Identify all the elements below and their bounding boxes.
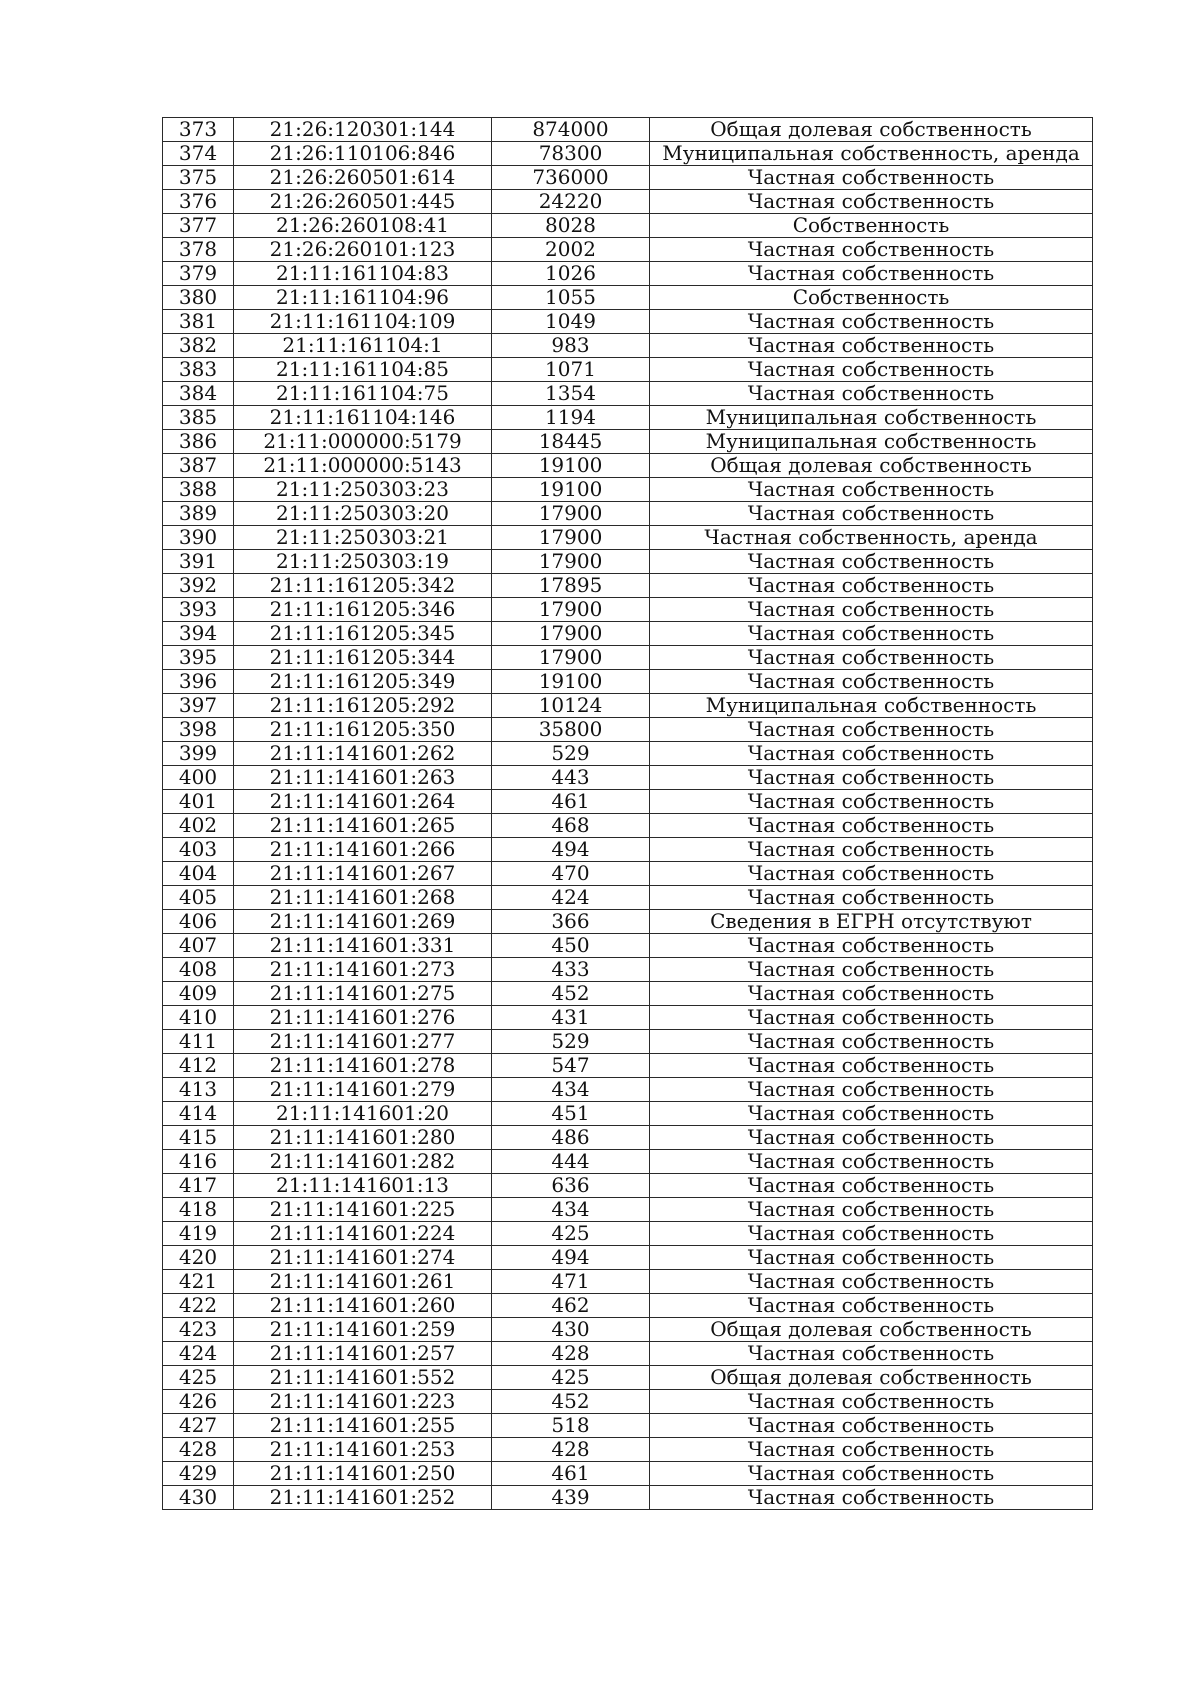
row-number-cell: 398 xyxy=(163,718,234,742)
table-row xyxy=(163,1318,1093,1342)
ownership-type-cell: Частная собственность xyxy=(650,1174,1093,1198)
row-number-cell: 391 xyxy=(163,550,234,574)
area-cell: 439 xyxy=(492,1486,650,1510)
table-row xyxy=(163,1462,1093,1486)
cadastral-number-cell: 21:11:161205:342 xyxy=(234,574,492,598)
ownership-type-cell: Частная собственность xyxy=(650,646,1093,670)
ownership-type-cell: Частная собственность xyxy=(650,622,1093,646)
ownership-type-cell: Частная собственность xyxy=(650,358,1093,382)
land-plots-table-body xyxy=(163,118,1093,1510)
ownership-type-cell: Частная собственность xyxy=(650,862,1093,886)
cadastral-number-cell: 21:11:141601:268 xyxy=(234,886,492,910)
cadastral-number-cell: 21:11:161205:292 xyxy=(234,694,492,718)
cadastral-number-cell: 21:11:161104:85 xyxy=(234,358,492,382)
ownership-type-cell: Частная собственность xyxy=(650,1486,1093,1510)
table-row xyxy=(163,142,1093,166)
area-cell: 450 xyxy=(492,934,650,958)
cadastral-number-cell: 21:11:250303:21 xyxy=(234,526,492,550)
table-row xyxy=(163,1078,1093,1102)
table-row xyxy=(163,790,1093,814)
area-cell: 529 xyxy=(492,742,650,766)
ownership-type-cell: Частная собственность xyxy=(650,1438,1093,1462)
area-cell: 78300 xyxy=(492,142,650,166)
row-number-cell: 423 xyxy=(163,1318,234,1342)
ownership-type-cell: Частная собственность xyxy=(650,1270,1093,1294)
table-row xyxy=(163,1198,1093,1222)
table-row xyxy=(163,310,1093,334)
cadastral-number-cell: 21:11:161205:345 xyxy=(234,622,492,646)
table-row xyxy=(163,598,1093,622)
area-cell: 529 xyxy=(492,1030,650,1054)
table-row xyxy=(163,262,1093,286)
area-cell: 874000 xyxy=(492,118,650,142)
row-number-cell: 395 xyxy=(163,646,234,670)
ownership-type-cell: Собственность xyxy=(650,214,1093,238)
area-cell: 19100 xyxy=(492,478,650,502)
ownership-type-cell: Частная собственность xyxy=(650,574,1093,598)
area-cell: 452 xyxy=(492,1390,650,1414)
land-plots-table xyxy=(162,117,1093,1510)
row-number-cell: 430 xyxy=(163,1486,234,1510)
area-cell: 425 xyxy=(492,1222,650,1246)
table-row xyxy=(163,334,1093,358)
table-row xyxy=(163,766,1093,790)
area-cell: 494 xyxy=(492,838,650,862)
row-number-cell: 408 xyxy=(163,958,234,982)
row-number-cell: 429 xyxy=(163,1462,234,1486)
ownership-type-cell: Частная собственность xyxy=(650,1390,1093,1414)
ownership-type-cell: Частная собственность xyxy=(650,1150,1093,1174)
area-cell: 428 xyxy=(492,1342,650,1366)
cadastral-number-cell: 21:11:161104:96 xyxy=(234,286,492,310)
table-row xyxy=(163,1174,1093,1198)
cadastral-number-cell: 21:11:141601:265 xyxy=(234,814,492,838)
area-cell: 2002 xyxy=(492,238,650,262)
table-row xyxy=(163,1270,1093,1294)
cadastral-number-cell: 21:11:250303:19 xyxy=(234,550,492,574)
ownership-type-cell: Частная собственность xyxy=(650,1222,1093,1246)
table-row xyxy=(163,622,1093,646)
area-cell: 428 xyxy=(492,1438,650,1462)
cadastral-number-cell: 21:11:141601:331 xyxy=(234,934,492,958)
ownership-type-cell: Муниципальная собственность xyxy=(650,430,1093,454)
cadastral-number-cell: 21:11:141601:276 xyxy=(234,1006,492,1030)
cadastral-number-cell: 21:26:110106:846 xyxy=(234,142,492,166)
table-row xyxy=(163,574,1093,598)
ownership-type-cell: Частная собственность xyxy=(650,766,1093,790)
ownership-type-cell: Частная собственность xyxy=(650,790,1093,814)
row-number-cell: 385 xyxy=(163,406,234,430)
ownership-type-cell: Частная собственность xyxy=(650,1102,1093,1126)
row-number-cell: 406 xyxy=(163,910,234,934)
area-cell: 471 xyxy=(492,1270,650,1294)
row-number-cell: 378 xyxy=(163,238,234,262)
cadastral-number-cell: 21:11:141601:269 xyxy=(234,910,492,934)
ownership-type-cell: Частная собственность xyxy=(650,1414,1093,1438)
table-row xyxy=(163,1246,1093,1270)
ownership-type-cell: Общая долевая собственность xyxy=(650,1366,1093,1390)
cadastral-number-cell: 21:11:141601:266 xyxy=(234,838,492,862)
table-row xyxy=(163,1366,1093,1390)
row-number-cell: 386 xyxy=(163,430,234,454)
area-cell: 17900 xyxy=(492,502,650,526)
ownership-type-cell: Собственность xyxy=(650,286,1093,310)
ownership-type-cell: Частная собственность xyxy=(650,334,1093,358)
ownership-type-cell: Муниципальная собственность, аренда xyxy=(650,142,1093,166)
table-row xyxy=(163,1414,1093,1438)
cadastral-number-cell: 21:11:141601:223 xyxy=(234,1390,492,1414)
row-number-cell: 393 xyxy=(163,598,234,622)
cadastral-number-cell: 21:11:141601:261 xyxy=(234,1270,492,1294)
cadastral-number-cell: 21:11:141601:274 xyxy=(234,1246,492,1270)
area-cell: 1194 xyxy=(492,406,650,430)
cadastral-number-cell: 21:11:161104:75 xyxy=(234,382,492,406)
cadastral-number-cell: 21:11:161205:346 xyxy=(234,598,492,622)
row-number-cell: 428 xyxy=(163,1438,234,1462)
row-number-cell: 399 xyxy=(163,742,234,766)
cadastral-number-cell: 21:11:141601:275 xyxy=(234,982,492,1006)
area-cell: 17900 xyxy=(492,550,650,574)
area-cell: 736000 xyxy=(492,166,650,190)
area-cell: 431 xyxy=(492,1006,650,1030)
table-row xyxy=(163,1102,1093,1126)
ownership-type-cell: Частная собственность xyxy=(650,478,1093,502)
row-number-cell: 376 xyxy=(163,190,234,214)
cadastral-number-cell: 21:11:161104:109 xyxy=(234,310,492,334)
area-cell: 451 xyxy=(492,1102,650,1126)
cadastral-number-cell: 21:11:141601:257 xyxy=(234,1342,492,1366)
ownership-type-cell: Частная собственность xyxy=(650,886,1093,910)
area-cell: 24220 xyxy=(492,190,650,214)
area-cell: 8028 xyxy=(492,214,650,238)
cadastral-number-cell: 21:11:161205:350 xyxy=(234,718,492,742)
area-cell: 468 xyxy=(492,814,650,838)
table-row xyxy=(163,526,1093,550)
area-cell: 1055 xyxy=(492,286,650,310)
row-number-cell: 403 xyxy=(163,838,234,862)
ownership-type-cell: Частная собственность xyxy=(650,670,1093,694)
area-cell: 19100 xyxy=(492,670,650,694)
ownership-type-cell: Частная собственность xyxy=(650,238,1093,262)
cadastral-number-cell: 21:11:141601:260 xyxy=(234,1294,492,1318)
area-cell: 17900 xyxy=(492,598,650,622)
table-row xyxy=(163,214,1093,238)
area-cell: 10124 xyxy=(492,694,650,718)
table-row xyxy=(163,814,1093,838)
cadastral-number-cell: 21:11:141601:253 xyxy=(234,1438,492,1462)
row-number-cell: 422 xyxy=(163,1294,234,1318)
area-cell: 983 xyxy=(492,334,650,358)
ownership-type-cell: Частная собственность xyxy=(650,1246,1093,1270)
cadastral-number-cell: 21:11:141601:267 xyxy=(234,862,492,886)
ownership-type-cell: Сведения в ЕГРН отсутствуют xyxy=(650,910,1093,934)
area-cell: 547 xyxy=(492,1054,650,1078)
row-number-cell: 420 xyxy=(163,1246,234,1270)
row-number-cell: 388 xyxy=(163,478,234,502)
ownership-type-cell: Частная собственность xyxy=(650,502,1093,526)
table-row xyxy=(163,454,1093,478)
ownership-type-cell: Частная собственность xyxy=(650,550,1093,574)
table-row xyxy=(163,958,1093,982)
area-cell: 461 xyxy=(492,790,650,814)
cadastral-number-cell: 21:11:161104:83 xyxy=(234,262,492,286)
row-number-cell: 384 xyxy=(163,382,234,406)
row-number-cell: 389 xyxy=(163,502,234,526)
table-row xyxy=(163,118,1093,142)
cadastral-number-cell: 21:26:260101:123 xyxy=(234,238,492,262)
table-row xyxy=(163,1342,1093,1366)
area-cell: 462 xyxy=(492,1294,650,1318)
cadastral-number-cell: 21:11:161205:349 xyxy=(234,670,492,694)
area-cell: 486 xyxy=(492,1126,650,1150)
row-number-cell: 397 xyxy=(163,694,234,718)
cadastral-number-cell: 21:11:141601:13 xyxy=(234,1174,492,1198)
table-row xyxy=(163,1438,1093,1462)
cadastral-number-cell: 21:26:260501:614 xyxy=(234,166,492,190)
ownership-type-cell: Частная собственность xyxy=(650,934,1093,958)
cadastral-number-cell: 21:11:141601:273 xyxy=(234,958,492,982)
area-cell: 17900 xyxy=(492,622,650,646)
row-number-cell: 390 xyxy=(163,526,234,550)
cadastral-number-cell: 21:11:141601:250 xyxy=(234,1462,492,1486)
cadastral-number-cell: 21:11:141601:264 xyxy=(234,790,492,814)
table-row xyxy=(163,886,1093,910)
area-cell: 19100 xyxy=(492,454,650,478)
ownership-type-cell: Частная собственность xyxy=(650,814,1093,838)
area-cell: 18445 xyxy=(492,430,650,454)
ownership-type-cell: Частная собственность xyxy=(650,382,1093,406)
row-number-cell: 414 xyxy=(163,1102,234,1126)
cadastral-number-cell: 21:11:141601:552 xyxy=(234,1366,492,1390)
area-cell: 452 xyxy=(492,982,650,1006)
row-number-cell: 382 xyxy=(163,334,234,358)
row-number-cell: 421 xyxy=(163,1270,234,1294)
cadastral-number-cell: 21:26:120301:144 xyxy=(234,118,492,142)
row-number-cell: 396 xyxy=(163,670,234,694)
cadastral-number-cell: 21:11:250303:23 xyxy=(234,478,492,502)
row-number-cell: 409 xyxy=(163,982,234,1006)
ownership-type-cell: Общая долевая собственность xyxy=(650,118,1093,142)
area-cell: 1071 xyxy=(492,358,650,382)
row-number-cell: 401 xyxy=(163,790,234,814)
table-row xyxy=(163,238,1093,262)
row-number-cell: 415 xyxy=(163,1126,234,1150)
cadastral-number-cell: 21:11:141601:20 xyxy=(234,1102,492,1126)
cadastral-number-cell: 21:11:141601:277 xyxy=(234,1030,492,1054)
ownership-type-cell: Частная собственность xyxy=(650,1342,1093,1366)
ownership-type-cell: Частная собственность xyxy=(650,1006,1093,1030)
table-row xyxy=(163,382,1093,406)
row-number-cell: 387 xyxy=(163,454,234,478)
table-row xyxy=(163,1054,1093,1078)
ownership-type-cell: Частная собственность xyxy=(650,1198,1093,1222)
area-cell: 518 xyxy=(492,1414,650,1438)
table-row xyxy=(163,1486,1093,1510)
area-cell: 430 xyxy=(492,1318,650,1342)
table-row xyxy=(163,1390,1093,1414)
row-number-cell: 410 xyxy=(163,1006,234,1030)
table-row xyxy=(163,910,1093,934)
ownership-type-cell: Частная собственность xyxy=(650,1054,1093,1078)
table-row xyxy=(163,430,1093,454)
area-cell: 17900 xyxy=(492,526,650,550)
ownership-type-cell: Общая долевая собственность xyxy=(650,454,1093,478)
row-number-cell: 411 xyxy=(163,1030,234,1054)
ownership-type-cell: Частная собственность xyxy=(650,1462,1093,1486)
ownership-type-cell: Частная собственность xyxy=(650,718,1093,742)
table-row xyxy=(163,1150,1093,1174)
ownership-type-cell: Частная собственность xyxy=(650,1126,1093,1150)
table-row xyxy=(163,1030,1093,1054)
row-number-cell: 374 xyxy=(163,142,234,166)
table-row xyxy=(163,1126,1093,1150)
table-row xyxy=(163,358,1093,382)
table-row xyxy=(163,670,1093,694)
area-cell: 1049 xyxy=(492,310,650,334)
ownership-type-cell: Частная собственность, аренда xyxy=(650,526,1093,550)
table-row xyxy=(163,694,1093,718)
cadastral-number-cell: 21:11:000000:5143 xyxy=(234,454,492,478)
cadastral-number-cell: 21:11:141601:262 xyxy=(234,742,492,766)
ownership-type-cell: Частная собственность xyxy=(650,838,1093,862)
area-cell: 366 xyxy=(492,910,650,934)
table-row xyxy=(163,1222,1093,1246)
row-number-cell: 405 xyxy=(163,886,234,910)
cadastral-number-cell: 21:11:141601:280 xyxy=(234,1126,492,1150)
table-row xyxy=(163,502,1093,526)
row-number-cell: 402 xyxy=(163,814,234,838)
row-number-cell: 424 xyxy=(163,1342,234,1366)
table-row xyxy=(163,862,1093,886)
cadastral-number-cell: 21:11:141601:255 xyxy=(234,1414,492,1438)
row-number-cell: 394 xyxy=(163,622,234,646)
table-row xyxy=(163,934,1093,958)
table-row xyxy=(163,190,1093,214)
cadastral-number-cell: 21:11:161205:344 xyxy=(234,646,492,670)
area-cell: 1026 xyxy=(492,262,650,286)
row-number-cell: 383 xyxy=(163,358,234,382)
area-cell: 433 xyxy=(492,958,650,982)
ownership-type-cell: Частная собственность xyxy=(650,310,1093,334)
area-cell: 461 xyxy=(492,1462,650,1486)
table-row xyxy=(163,718,1093,742)
row-number-cell: 377 xyxy=(163,214,234,238)
row-number-cell: 400 xyxy=(163,766,234,790)
ownership-type-cell: Частная собственность xyxy=(650,190,1093,214)
area-cell: 494 xyxy=(492,1246,650,1270)
area-cell: 17895 xyxy=(492,574,650,598)
area-cell: 434 xyxy=(492,1078,650,1102)
ownership-type-cell: Общая долевая собственность xyxy=(650,1318,1093,1342)
row-number-cell: 407 xyxy=(163,934,234,958)
row-number-cell: 416 xyxy=(163,1150,234,1174)
row-number-cell: 404 xyxy=(163,862,234,886)
cadastral-number-cell: 21:11:250303:20 xyxy=(234,502,492,526)
area-cell: 1354 xyxy=(492,382,650,406)
row-number-cell: 427 xyxy=(163,1414,234,1438)
cadastral-number-cell: 21:11:141601:279 xyxy=(234,1078,492,1102)
row-number-cell: 381 xyxy=(163,310,234,334)
area-cell: 636 xyxy=(492,1174,650,1198)
row-number-cell: 375 xyxy=(163,166,234,190)
table-row xyxy=(163,166,1093,190)
cadastral-number-cell: 21:11:000000:5179 xyxy=(234,430,492,454)
cadastral-number-cell: 21:11:141601:259 xyxy=(234,1318,492,1342)
row-number-cell: 426 xyxy=(163,1390,234,1414)
row-number-cell: 392 xyxy=(163,574,234,598)
row-number-cell: 379 xyxy=(163,262,234,286)
area-cell: 444 xyxy=(492,1150,650,1174)
table-row xyxy=(163,742,1093,766)
ownership-type-cell: Частная собственность xyxy=(650,982,1093,1006)
area-cell: 434 xyxy=(492,1198,650,1222)
ownership-type-cell: Частная собственность xyxy=(650,1078,1093,1102)
area-cell: 470 xyxy=(492,862,650,886)
table-row xyxy=(163,478,1093,502)
row-number-cell: 417 xyxy=(163,1174,234,1198)
table-row xyxy=(163,550,1093,574)
area-cell: 35800 xyxy=(492,718,650,742)
row-number-cell: 412 xyxy=(163,1054,234,1078)
table-row xyxy=(163,1006,1093,1030)
row-number-cell: 425 xyxy=(163,1366,234,1390)
table-row xyxy=(163,646,1093,670)
cadastral-number-cell: 21:11:141601:282 xyxy=(234,1150,492,1174)
ownership-type-cell: Частная собственность xyxy=(650,1030,1093,1054)
ownership-type-cell: Частная собственность xyxy=(650,262,1093,286)
ownership-type-cell: Частная собственность xyxy=(650,742,1093,766)
cadastral-number-cell: 21:26:260108:41 xyxy=(234,214,492,238)
row-number-cell: 373 xyxy=(163,118,234,142)
row-number-cell: 380 xyxy=(163,286,234,310)
cadastral-number-cell: 21:11:141601:263 xyxy=(234,766,492,790)
cadastral-number-cell: 21:11:141601:225 xyxy=(234,1198,492,1222)
ownership-type-cell: Частная собственность xyxy=(650,598,1093,622)
table-row xyxy=(163,286,1093,310)
ownership-type-cell: Частная собственность xyxy=(650,166,1093,190)
table-row xyxy=(163,1294,1093,1318)
area-cell: 425 xyxy=(492,1366,650,1390)
ownership-type-cell: Частная собственность xyxy=(650,1294,1093,1318)
ownership-type-cell: Муниципальная собственность xyxy=(650,406,1093,430)
area-cell: 443 xyxy=(492,766,650,790)
row-number-cell: 419 xyxy=(163,1222,234,1246)
area-cell: 424 xyxy=(492,886,650,910)
table-row xyxy=(163,406,1093,430)
ownership-type-cell: Муниципальная собственность xyxy=(650,694,1093,718)
row-number-cell: 413 xyxy=(163,1078,234,1102)
cadastral-number-cell: 21:11:141601:252 xyxy=(234,1486,492,1510)
cadastral-number-cell: 21:26:260501:445 xyxy=(234,190,492,214)
ownership-type-cell: Частная собственность xyxy=(650,958,1093,982)
area-cell: 17900 xyxy=(492,646,650,670)
table-row xyxy=(163,982,1093,1006)
cadastral-number-cell: 21:11:141601:278 xyxy=(234,1054,492,1078)
cadastral-number-cell: 21:11:141601:224 xyxy=(234,1222,492,1246)
cadastral-number-cell: 21:11:161104:1 xyxy=(234,334,492,358)
table-row xyxy=(163,838,1093,862)
cadastral-number-cell: 21:11:161104:146 xyxy=(234,406,492,430)
row-number-cell: 418 xyxy=(163,1198,234,1222)
